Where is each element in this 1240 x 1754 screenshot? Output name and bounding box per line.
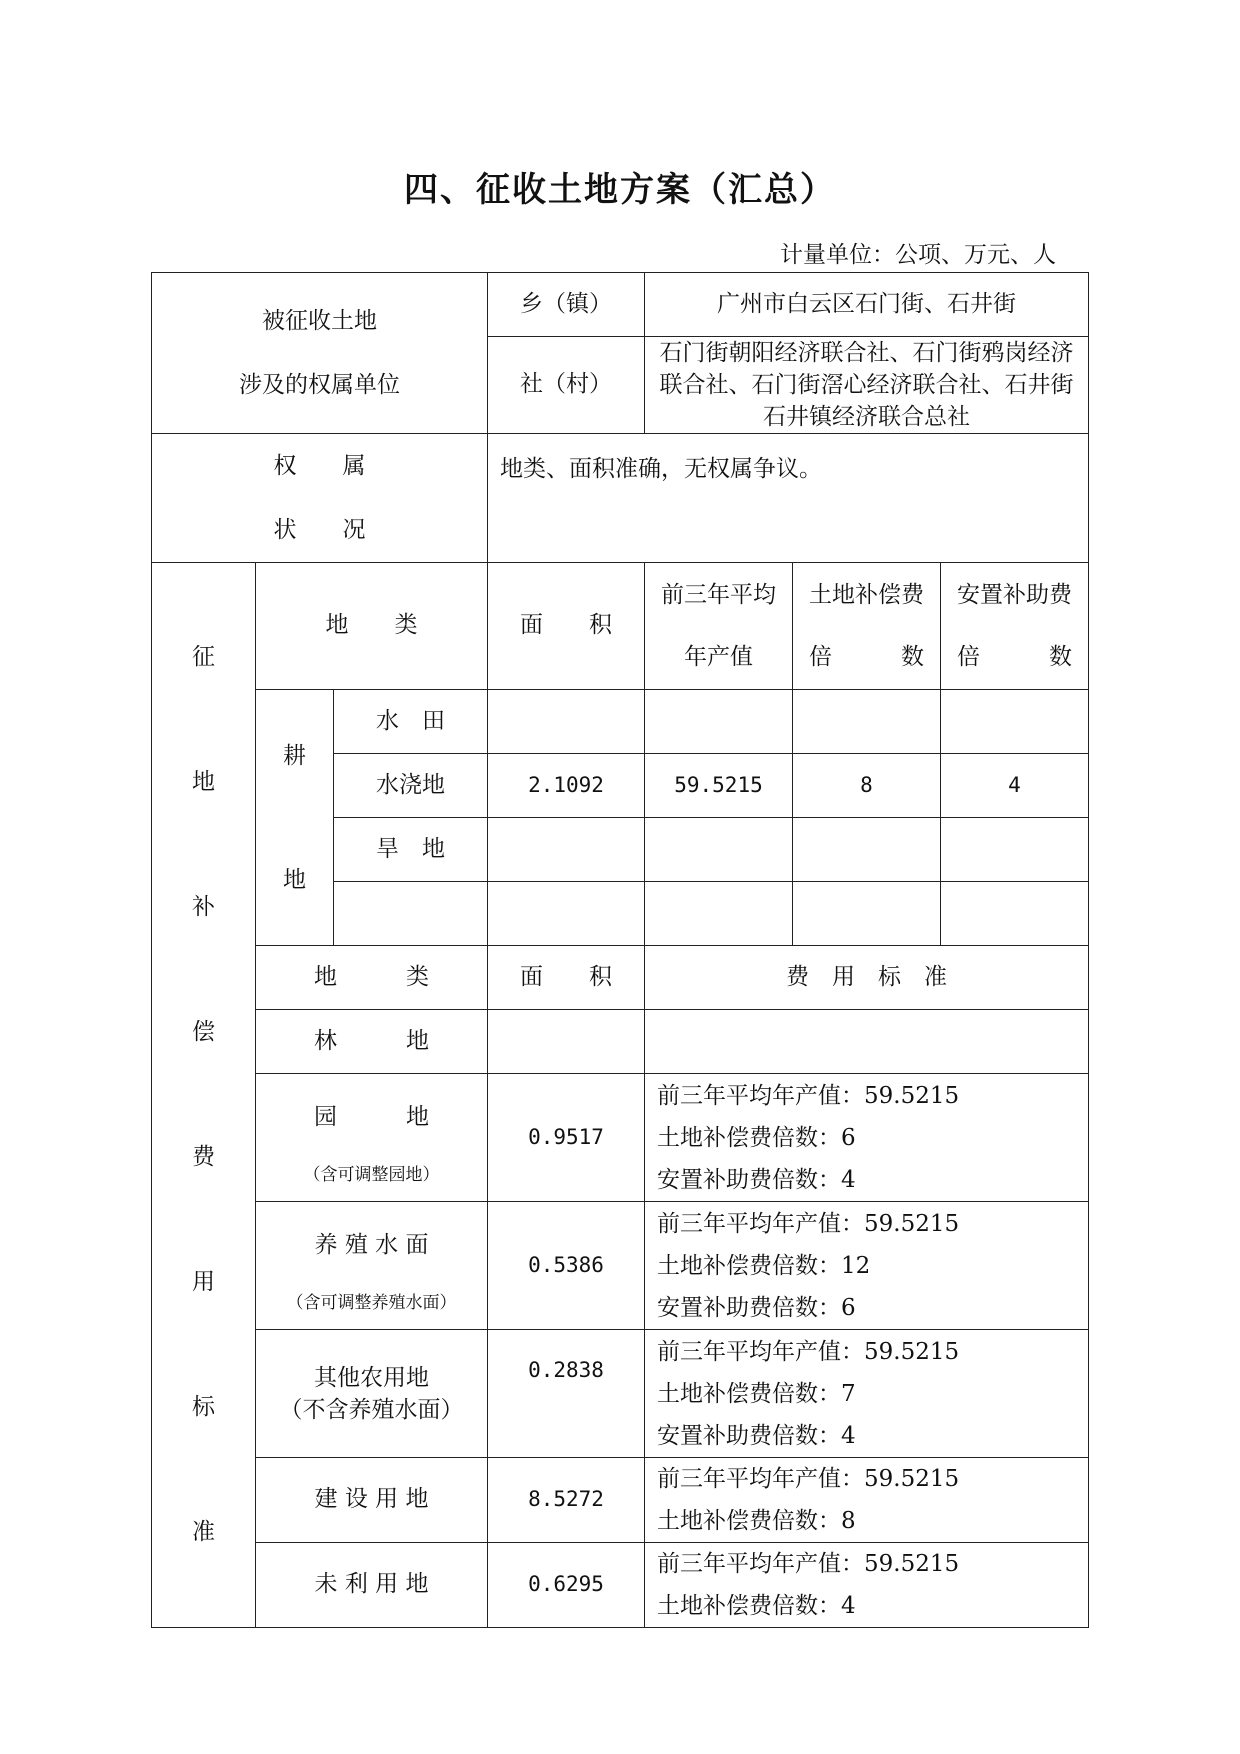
standard-line: 前三年平均年产值：59.5215 <box>657 1551 960 1577</box>
other-standard <box>645 1010 1089 1074</box>
compensation-side-label <box>152 563 256 1628</box>
cultivated-label <box>256 690 334 946</box>
cultivated-area <box>488 818 645 882</box>
header-avg-value <box>645 563 793 690</box>
standard-line: 前三年平均年产值：59.5215 <box>657 1082 960 1109</box>
other-type-note: （含可调整园地） <box>303 1165 440 1186</box>
cultivated-land-comp: 8 <box>793 754 941 818</box>
side-char: 标 <box>192 1394 215 1420</box>
other-type-cell <box>256 1202 488 1330</box>
header-resettle-line1: 安置补助费 <box>957 582 1072 608</box>
other-type: 未 利 用 地 <box>256 1543 488 1628</box>
cultivated-resettle <box>941 818 1089 882</box>
other-type: 林 地 <box>256 1010 488 1074</box>
standard-line: 土地补偿费倍数：8 <box>657 1508 856 1534</box>
standard-line: 安置补助费倍数：4 <box>657 1422 856 1449</box>
header-resettle <box>941 563 1089 690</box>
other-type: 园 地 <box>314 1104 429 1131</box>
township-label: 乡（镇） <box>488 273 645 337</box>
other-area: 0.5386 <box>488 1202 645 1330</box>
ownership-label-line2: 涉及的权属单位 <box>239 372 400 398</box>
header-land-comp-line1: 土地补偿费 <box>809 582 924 608</box>
side-char: 偿 <box>192 1019 215 1045</box>
other-area: 0.6295 <box>488 1543 645 1628</box>
cultivated-area <box>488 882 645 946</box>
header-land-comp <box>793 563 941 690</box>
cultivated-label-bottom: 地 <box>283 866 306 893</box>
land-acquisition-table <box>151 272 1089 1628</box>
cultivated-avg <box>645 818 793 882</box>
cultivated-land-comp <box>793 882 941 946</box>
status-label-line1: 权 属 <box>273 453 366 479</box>
header-land-type: 地 类 <box>256 563 488 690</box>
cultivated-type: 水浇地 <box>334 754 488 818</box>
standard-line: 土地补偿费倍数：6 <box>657 1124 856 1151</box>
standard-line: 安置补助费倍数：6 <box>657 1294 856 1321</box>
page-title: 四、征收土地方案（汇总） <box>404 170 836 210</box>
other-area: 0.2838 <box>488 1330 645 1458</box>
other-type: 养 殖 水 面 <box>314 1232 429 1259</box>
village-value: 石门街朝阳经济联合社、石门街鸦岗经济联合社、石门街滘心经济联合社、石井街石井镇经济联合总社 <box>645 337 1089 434</box>
other-type: 其他农用地 <box>314 1364 429 1391</box>
other-type-cell <box>256 1074 488 1202</box>
township-value: 广州市白云区石门街、石井街 <box>645 273 1089 337</box>
cultivated-type: 水 田 <box>334 690 488 754</box>
other-type-note: （含可调整养殖水面） <box>286 1293 457 1314</box>
ownership-label <box>152 273 488 434</box>
status-label-line2: 状 况 <box>273 517 366 543</box>
cultivated-avg: 59.5215 <box>645 754 793 818</box>
status-value: 地类、面积准确，无权属争议。 <box>488 434 1089 563</box>
cultivated-resettle <box>941 690 1089 754</box>
other-standard <box>645 1458 1089 1543</box>
cultivated-area <box>488 690 645 754</box>
unit-note: 计量单位：公项、万元、人 <box>780 242 1056 268</box>
other-type-cell <box>256 1330 488 1458</box>
cultivated-resettle: 4 <box>941 754 1089 818</box>
header2-standard: 费 用 标 准 <box>645 946 1089 1010</box>
other-area: 8.5272 <box>488 1458 645 1543</box>
cultivated-type: 旱 地 <box>334 818 488 882</box>
other-type-note: （不含养殖水面） <box>279 1396 464 1423</box>
cultivated-area: 2.1092 <box>488 754 645 818</box>
status-label <box>152 434 488 563</box>
cultivated-land-comp <box>793 690 941 754</box>
cultivated-avg <box>645 882 793 946</box>
side-char: 准 <box>192 1519 215 1545</box>
header2-area: 面 积 <box>488 946 645 1010</box>
other-area <box>488 1010 645 1074</box>
standard-line: 土地补偿费倍数：7 <box>657 1380 856 1407</box>
village-label: 社（村） <box>488 337 645 434</box>
other-standard <box>645 1074 1089 1202</box>
side-char: 用 <box>192 1269 215 1295</box>
header-avg-value-line2: 年产值 <box>684 644 753 670</box>
standard-line: 前三年平均年产值：59.5215 <box>657 1466 960 1492</box>
header-resettle-line2: 倍 数 <box>957 644 1072 670</box>
other-standard <box>645 1330 1089 1458</box>
standard-line: 前三年平均年产值：59.5215 <box>657 1210 960 1237</box>
other-standard <box>645 1202 1089 1330</box>
header-avg-value-line1: 前三年平均 <box>661 582 776 608</box>
standard-line: 土地补偿费倍数：12 <box>657 1252 871 1279</box>
header-area: 面 积 <box>488 563 645 690</box>
side-char: 地 <box>192 769 215 795</box>
header2-land-type: 地 类 <box>256 946 488 1010</box>
cultivated-avg <box>645 690 793 754</box>
cultivated-label-top: 耕 <box>283 742 306 769</box>
other-type: 建 设 用 地 <box>256 1458 488 1543</box>
header-land-comp-line2: 倍 数 <box>809 644 924 670</box>
standard-line: 土地补偿费倍数：4 <box>657 1593 856 1619</box>
side-char: 费 <box>192 1144 215 1170</box>
other-area: 0.9517 <box>488 1074 645 1202</box>
cultivated-resettle <box>941 882 1089 946</box>
ownership-label-line1: 被征收土地 <box>262 308 377 334</box>
other-standard <box>645 1543 1089 1628</box>
standard-line: 前三年平均年产值：59.5215 <box>657 1338 960 1365</box>
side-char: 征 <box>192 644 215 670</box>
cultivated-type <box>334 882 488 946</box>
cultivated-land-comp <box>793 818 941 882</box>
standard-line: 安置补助费倍数：4 <box>657 1166 856 1193</box>
side-char: 补 <box>192 894 215 920</box>
